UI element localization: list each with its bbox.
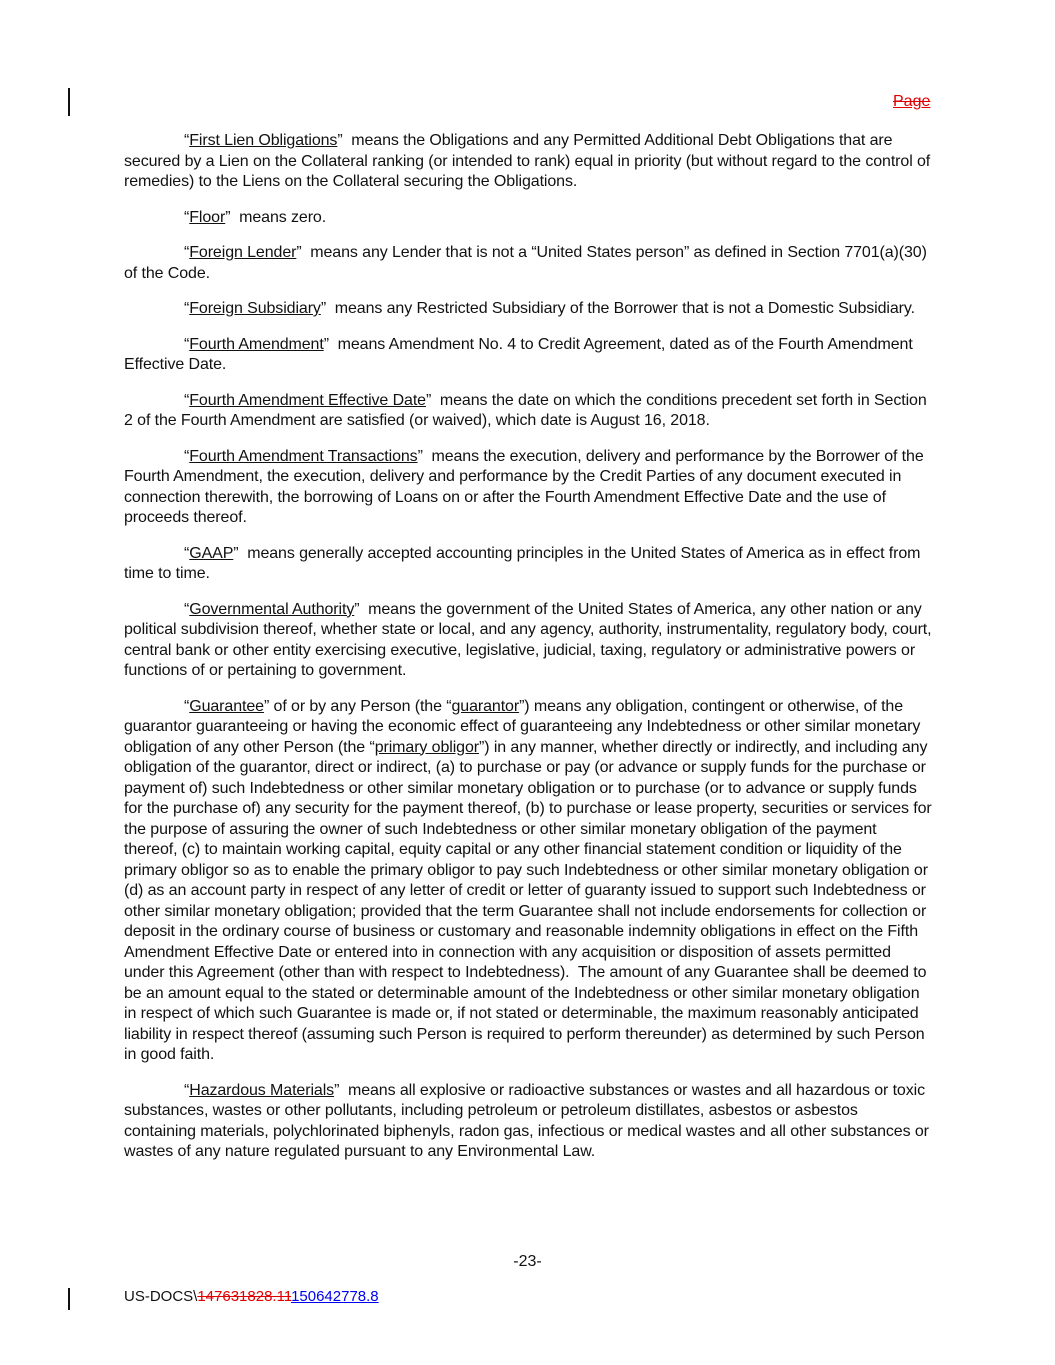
text-segment: “ — [184, 391, 190, 409]
defined-term: Fourth Amendment — [189, 335, 324, 353]
definition-paragraph — [124, 600, 932, 682]
text-segment: ” means the date on which the conditions precedent set forth in Section 2 of the Fourth Amendment are satisfied (or waived), which date is August 16, 2018. — [124, 391, 927, 429]
text-segment: ” means any Lender that is not a “United States person” as defined in Section 7701(a)(30) of the Code. — [124, 244, 927, 282]
text-segment: “ — [184, 300, 190, 317]
text-segment: ” means zero. — [225, 208, 327, 226]
doc-id-prefix: US-DOCS\ — [124, 1288, 198, 1305]
text-segment: “ — [184, 697, 190, 715]
defined-term: Governmental Authority — [189, 600, 355, 618]
defined-term: First Lien Obligations — [189, 132, 338, 149]
text-segment: “ — [184, 544, 190, 562]
text-segment: “ — [184, 132, 190, 149]
definition-paragraph — [124, 208, 932, 229]
definition-paragraph — [124, 391, 932, 432]
text-segment: “ — [184, 1081, 190, 1099]
defined-term: GAAP — [189, 544, 234, 562]
text-segment: “ — [184, 600, 190, 618]
definition-paragraph — [124, 697, 932, 1066]
defined-term: Fourth Amendment Effective Date — [189, 391, 426, 409]
definition-paragraph — [124, 243, 932, 284]
defined-term: Foreign Subsidiary — [189, 300, 321, 317]
defined-term: guarantor — [451, 697, 520, 715]
text-segment: ”) means any obligation, contingent or otherwise, of the guarantor guaranteeing or having the economic effect of guaranteeing any Indebtedness or other similar monetary obligation of any other Person (the “ — [124, 697, 921, 756]
defined-term: Floor — [189, 208, 226, 226]
text-segment: “ — [184, 447, 190, 465]
text-segment: “ — [184, 244, 190, 261]
text-segment: ” means the government of the United States of America, any other nation or any political subdivision thereof, whether state or local, and any agency, authority, instrumentality, regulatory body, court, central bank or other entity exercising executive, legislative, judicial, taxing, regulatory or administrative powers or functions of or pertaining to government. — [124, 600, 932, 679]
text-segment: ” means Amendment No. 4 to Credit Agreement, dated as of the Fourth Amendment Effective Date. — [124, 335, 913, 373]
definition-paragraph — [124, 544, 932, 585]
text-segment: ” means the Obligations and any Permitted Additional Debt Obligations that are secured by a Lien on the Collateral ranking (or intended to rank) equal in priority (but without regard to the control of remedies) to the Liens on the Collateral securing the Obligations. — [124, 132, 931, 190]
deleted-header-page-label: Page — [893, 93, 931, 110]
revision-change-bar-bottom — [68, 1288, 70, 1310]
definition-paragraph — [124, 131, 932, 193]
definition-paragraph — [124, 1081, 932, 1163]
text-segment: ” means the execution, delivery and performance by the Borrower of the Fourth Amendment, the execution, delivery and performance by the Credit Parties of any document executed in connection therewith, the borrowing of Loans on or after the Fourth Amendment Effective Date and the use of proceeds thereof. — [124, 447, 924, 526]
revision-change-bar-top — [68, 88, 70, 116]
text-segment: “ — [184, 208, 190, 226]
text-segment: “ — [184, 335, 190, 353]
defined-term: Hazardous Materials — [189, 1081, 335, 1099]
page-number: -23- — [513, 1253, 542, 1270]
defined-term: Fourth Amendment Transactions — [189, 447, 418, 465]
doc-id-inserted-number: 150642778.8 — [291, 1288, 379, 1305]
defined-term: Foreign Lender — [189, 244, 297, 261]
definition-paragraph — [124, 299, 932, 320]
text-segment: ” means generally accepted accounting principles in the United States of America as in effect from time to time. — [124, 544, 921, 582]
text-segment: ” means all explosive or radioactive substances or wastes and all hazardous or toxic substances, wastes or other pollutants, including petroleum or petroleum distillates, asbestos or asbestos containing materials, polychlorinated biphenyls, radon gas, infectious or medical wastes and all other substances or wastes of any nature regulated pursuant to any Environmental Law. — [124, 1081, 929, 1160]
defined-term: primary obligor — [374, 738, 480, 756]
text-segment: ” of or by any Person (the “ — [263, 697, 452, 715]
text-segment: ”) in any manner, whether directly or indirectly, and including any obligation of the guarantor, direct or indirect, (a) to purchase or pay (or advance or supply funds for the purchase or payment of) such Indebtedness or other similar monetary obligation or to purchase (or to advance or supply funds for the purchase of) any security for the payment thereof, (b) to purchase or lease property, securities or services for the purpose of assuring the owner of such Indebtedness or other similar monetary obligation of the payment thereof, (c) to maintain working capital, equity capital or any other financial statement condition or liquidity of the primary obligor so as to enable the primary obligor to pay such Indebtedness or other similar monetary obligation or (d) as an account party in respect of any letter of credit or letter of guaranty issued to support such Indebtedness or other similar monetary obligation; provided that the term Guarantee shall not include endorsements for collection or deposit in the ordinary course of business or customary and reasonable indemnity obligations in effect on the Fifth Amendment Effective Date or entered into in connection with any acquisition or disposition of assets permitted under this Agreement (other than with respect to Indebtedness). The amount of any Guarantee shall be deemed to be an amount equal to the stated or determinable amount of the Indebtedness or other similar monetary obligation in respect of which such Guarantee is made or, if not stated or determinable, the maximum reasonably anticipated liability in respect thereof (assuming such Person is required to perform thereunder) as determined by such Person in good faith. — [124, 738, 932, 1063]
defined-term: Guarantee — [189, 697, 264, 715]
doc-id-deleted-number: 147631828.11 — [197, 1288, 292, 1305]
definition-paragraph — [124, 335, 932, 376]
definitions-content — [124, 131, 932, 1178]
text-segment: ” means any Restricted Subsidiary of the Borrower that is not a Domestic Subsidiary. — [320, 300, 915, 317]
definition-paragraph — [124, 447, 932, 529]
document-id-footer — [124, 1288, 379, 1305]
